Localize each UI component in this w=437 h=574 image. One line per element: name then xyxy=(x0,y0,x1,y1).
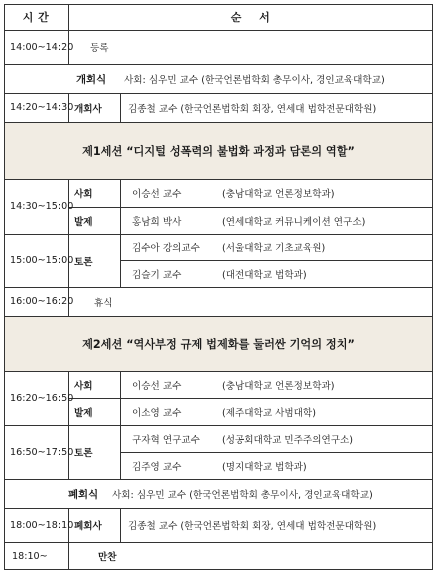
registration-text: 등록 xyxy=(90,43,109,54)
program-schedule-table xyxy=(4,4,433,570)
opening-speech-role: 개회사 xyxy=(74,103,102,115)
session2-title: 제2세션 “역사부정 규제 법제화를 둘러싼 기억의 정치” xyxy=(82,337,355,351)
opening-text: 사회: 심우민 교수 (한국언론법학회 총무이사, 경인교육대학교) xyxy=(124,74,385,86)
session1-discussant1-name: 김수아 강의교수 xyxy=(132,243,200,254)
session1-presenter-affiliation: (연세대학교 커뮤니케이션 연구소) xyxy=(222,216,366,228)
closing-speech-text: 김종철 교수 (한국언론법학회 회장, 연세대 법학전문대학원) xyxy=(128,521,377,532)
session2-presenter-name: 이소영 교수 xyxy=(132,407,182,419)
session2-discussion-time: 16:50~17:50 xyxy=(10,446,74,458)
closing-speech-time: 18:00~18:10 xyxy=(10,519,74,531)
session1-discussant2-affiliation: (대전대학교 법학과) xyxy=(222,269,307,281)
session2-discussant1-name: 구자혁 연구교수 xyxy=(132,434,200,446)
registration-time: 14:00~14:20 xyxy=(10,41,74,53)
session2-discussion-role: 토론 xyxy=(74,448,93,459)
session2-discussant2-name: 김주영 교수 xyxy=(132,461,182,473)
dinner-text: 만찬 xyxy=(98,552,117,563)
break-time: 16:00~16:20 xyxy=(10,296,74,307)
session1-presenter-role: 발제 xyxy=(74,216,93,228)
session1-discussant2-name: 김슬기 교수 xyxy=(132,269,182,281)
session1-moderator-affiliation: (충남대학교 언론정보학과) xyxy=(222,189,335,200)
session2-moderator-role: 사회 xyxy=(74,380,93,392)
closing-label: 폐회식 xyxy=(68,489,99,501)
session2-moderator-affiliation: (충남대학교 언론정보학과) xyxy=(222,380,335,392)
session2-discussant1-affiliation: (성공회대학교 민주주의연구소) xyxy=(222,434,354,446)
session2-presenter-affiliation: (제주대학교 사범대학) xyxy=(222,407,316,419)
session1-moderator-name: 이승선 교수 xyxy=(132,189,182,200)
session2-discussant2-affiliation: (명지대학교 법학과) xyxy=(222,461,307,473)
session2-moderator-name: 이승선 교수 xyxy=(132,380,182,392)
dinner-time: 18:10~ xyxy=(12,550,48,562)
header-time: 시 간 xyxy=(22,11,50,24)
session1-discussion-time: 15:00~15:00 xyxy=(10,255,74,266)
session1-title: 제1세션 “디지털 성폭력의 불법화 과정과 담론의 역할” xyxy=(82,144,355,158)
session1-presenter-name: 홍남희 박사 xyxy=(132,216,182,228)
session2-time: 16:20~16:50 xyxy=(10,392,74,404)
header-order: 순 서 xyxy=(230,11,271,24)
session1-moderator-role: 사회 xyxy=(74,189,93,200)
session1-discussant1-affiliation: (서울대학교 기초교육원) xyxy=(222,243,326,254)
closing-speech-role: 폐회사 xyxy=(74,521,102,532)
closing-text: 사회: 심우민 교수 (한국언론법학회 총무이사, 경인교육대학교) xyxy=(112,489,373,501)
opening-speech-text: 김종철 교수 (한국언론법학회 회장, 연세대 법학전문대학원) xyxy=(128,103,377,115)
session1-time: 14:30~15:00 xyxy=(10,201,74,212)
opening-speech-time: 14:20~14:30 xyxy=(10,102,74,113)
session1-discussion-role: 토론 xyxy=(74,256,93,268)
opening-label: 개회식 xyxy=(76,74,107,86)
session2-presenter-role: 발제 xyxy=(74,407,93,419)
break-text: 휴식 xyxy=(94,297,113,309)
